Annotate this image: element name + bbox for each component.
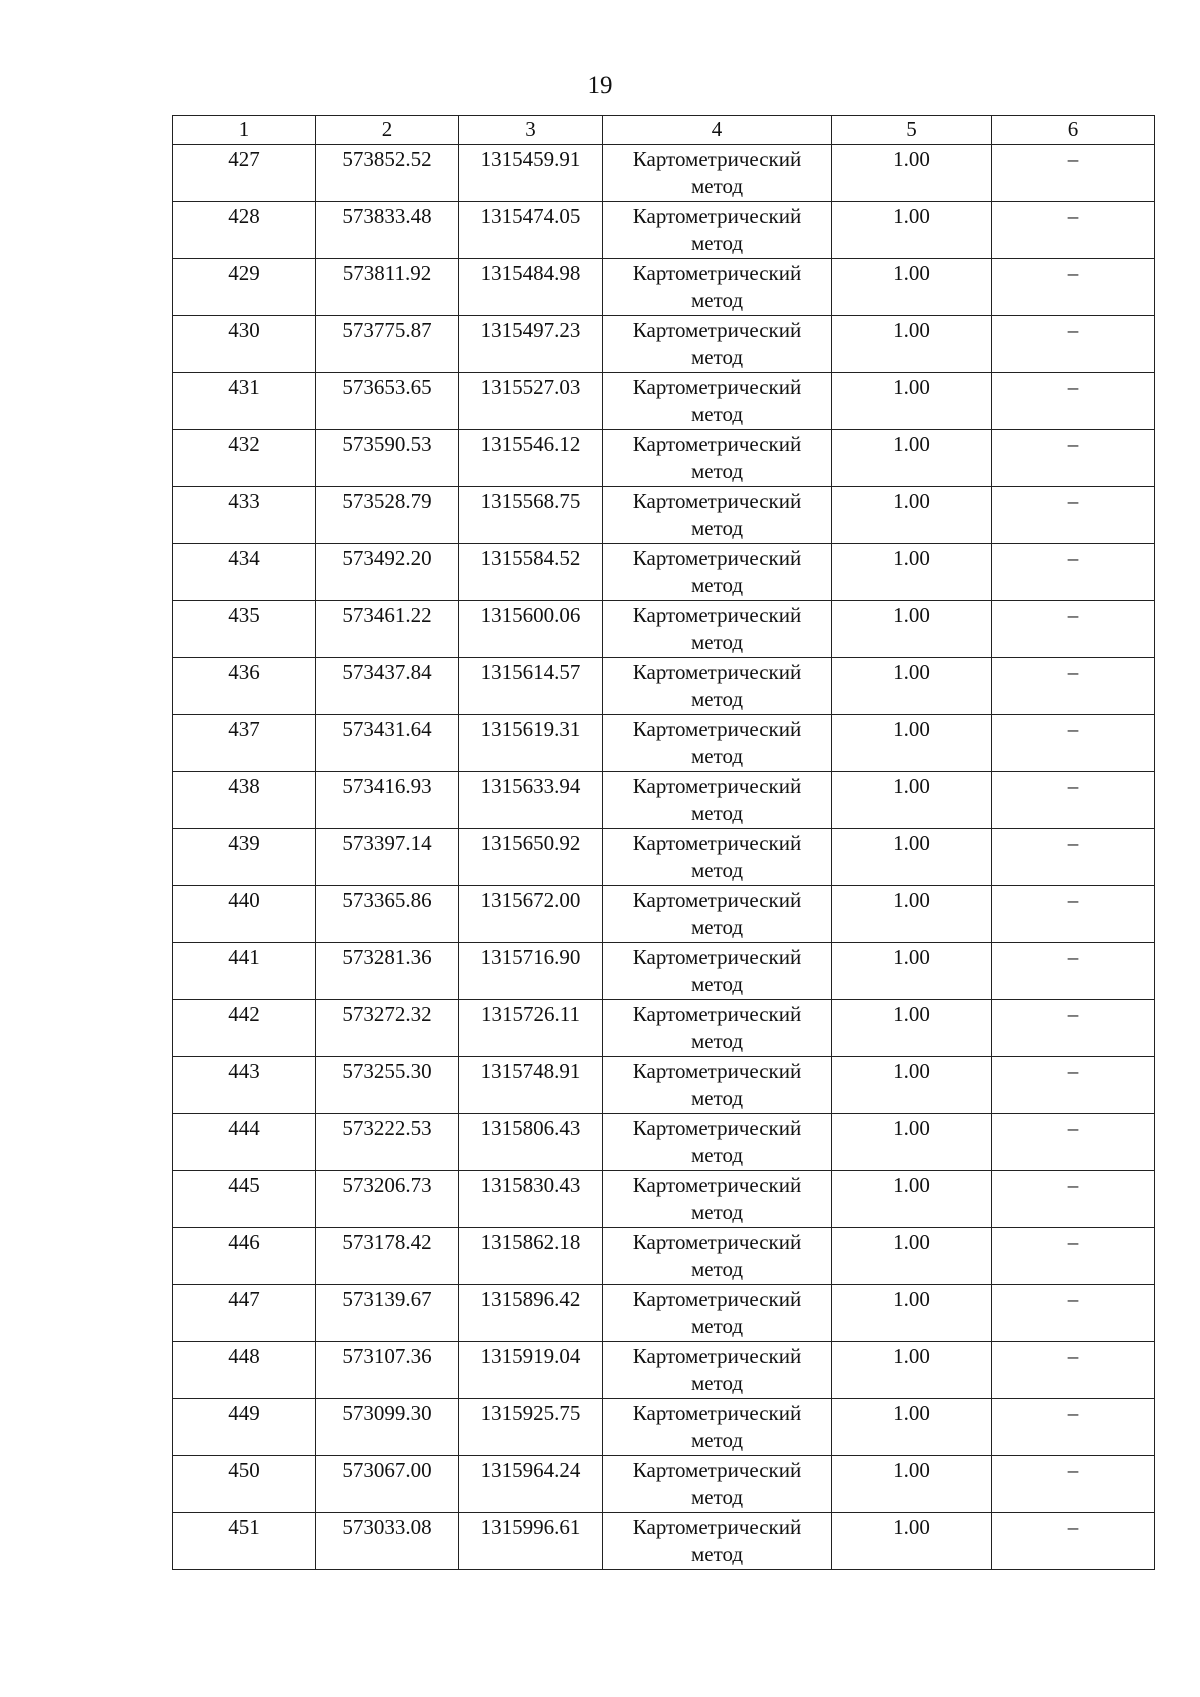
cell-accuracy: 1.00 — [832, 829, 992, 886]
cell-method: Картометрический метод — [603, 1342, 832, 1399]
cell-accuracy: 1.00 — [832, 145, 992, 202]
cell-method: Картометрический метод — [603, 1285, 832, 1342]
cell-accuracy: 1.00 — [832, 1342, 992, 1399]
cell-accuracy: 1.00 — [832, 544, 992, 601]
cell-x-coordinate: 573255.30 — [316, 1057, 459, 1114]
cell-description: – — [992, 373, 1155, 430]
cell-x-coordinate: 573067.00 — [316, 1456, 459, 1513]
cell-y-coordinate: 1315614.57 — [459, 658, 603, 715]
cell-method: Картометрический метод — [603, 829, 832, 886]
cell-method: Картометрический метод — [603, 1399, 832, 1456]
cell-description: – — [992, 658, 1155, 715]
header-row — [173, 116, 1155, 145]
table-row — [173, 1114, 1155, 1171]
cell-accuracy: 1.00 — [832, 1399, 992, 1456]
cell-method: Картометрический метод — [603, 601, 832, 658]
cell-accuracy: 1.00 — [832, 1114, 992, 1171]
cell-accuracy: 1.00 — [832, 1000, 992, 1057]
cell-method: Картометрический метод — [603, 544, 832, 601]
cell-method: Картометрический метод — [603, 658, 832, 715]
cell-x-coordinate: 573365.86 — [316, 886, 459, 943]
cell-description: – — [992, 943, 1155, 1000]
cell-x-coordinate: 573139.67 — [316, 1285, 459, 1342]
cell-description: – — [992, 259, 1155, 316]
cell-method: Картометрический метод — [603, 1228, 832, 1285]
cell-method: Картометрический метод — [603, 1171, 832, 1228]
cell-method: Картометрический метод — [603, 943, 832, 1000]
cell-description: – — [992, 1456, 1155, 1513]
table-row — [173, 886, 1155, 943]
cell-point-number: 435 — [173, 601, 316, 658]
cell-description: – — [992, 1057, 1155, 1114]
cell-y-coordinate: 1315633.94 — [459, 772, 603, 829]
cell-y-coordinate: 1315925.75 — [459, 1399, 603, 1456]
cell-x-coordinate: 573099.30 — [316, 1399, 459, 1456]
cell-y-coordinate: 1315474.05 — [459, 202, 603, 259]
table-row — [173, 772, 1155, 829]
cell-y-coordinate: 1315600.06 — [459, 601, 603, 658]
cell-description: – — [992, 1285, 1155, 1342]
cell-description: – — [992, 1114, 1155, 1171]
cell-y-coordinate: 1315919.04 — [459, 1342, 603, 1399]
cell-method: Картометрический метод — [603, 1513, 832, 1570]
cell-point-number: 440 — [173, 886, 316, 943]
page-number: 19 — [587, 72, 613, 99]
cell-description: – — [992, 1513, 1155, 1570]
cell-description: – — [992, 202, 1155, 259]
table-row — [173, 715, 1155, 772]
cell-description: – — [992, 487, 1155, 544]
column-header-description: 6 — [992, 116, 1155, 145]
table-row — [173, 202, 1155, 259]
column-header-point-number: 1 — [173, 116, 316, 145]
table-row — [173, 1285, 1155, 1342]
cell-point-number: 428 — [173, 202, 316, 259]
table-row — [173, 487, 1155, 544]
cell-y-coordinate: 1315748.91 — [459, 1057, 603, 1114]
cell-point-number: 438 — [173, 772, 316, 829]
cell-accuracy: 1.00 — [832, 1171, 992, 1228]
cell-x-coordinate: 573492.20 — [316, 544, 459, 601]
cell-point-number: 434 — [173, 544, 316, 601]
table-row — [173, 430, 1155, 487]
cell-point-number: 447 — [173, 1285, 316, 1342]
table-row — [173, 1057, 1155, 1114]
cell-x-coordinate: 573222.53 — [316, 1114, 459, 1171]
cell-point-number: 429 — [173, 259, 316, 316]
cell-description: – — [992, 430, 1155, 487]
cell-method: Картометрический метод — [603, 316, 832, 373]
cell-method: Картометрический метод — [603, 1114, 832, 1171]
coordinates-table — [172, 115, 1155, 1570]
table-row — [173, 1342, 1155, 1399]
cell-accuracy: 1.00 — [832, 373, 992, 430]
cell-point-number: 432 — [173, 430, 316, 487]
cell-accuracy: 1.00 — [832, 430, 992, 487]
cell-point-number: 427 — [173, 145, 316, 202]
cell-point-number: 439 — [173, 829, 316, 886]
cell-y-coordinate: 1315896.42 — [459, 1285, 603, 1342]
cell-point-number: 433 — [173, 487, 316, 544]
column-header-y-coordinate: 3 — [459, 116, 603, 145]
column-header-x-coordinate: 2 — [316, 116, 459, 145]
cell-accuracy: 1.00 — [832, 715, 992, 772]
cell-method: Картометрический метод — [603, 430, 832, 487]
cell-accuracy: 1.00 — [832, 1513, 992, 1570]
cell-description: – — [992, 886, 1155, 943]
cell-description: – — [992, 544, 1155, 601]
table-row — [173, 1456, 1155, 1513]
cell-method: Картометрический метод — [603, 1000, 832, 1057]
cell-x-coordinate: 573590.53 — [316, 430, 459, 487]
cell-point-number: 437 — [173, 715, 316, 772]
cell-point-number: 442 — [173, 1000, 316, 1057]
cell-description: – — [992, 601, 1155, 658]
cell-point-number: 445 — [173, 1171, 316, 1228]
cell-description: – — [992, 1228, 1155, 1285]
cell-x-coordinate: 573653.65 — [316, 373, 459, 430]
cell-point-number: 444 — [173, 1114, 316, 1171]
table-header — [173, 116, 1155, 145]
cell-method: Картометрический метод — [603, 259, 832, 316]
cell-point-number: 431 — [173, 373, 316, 430]
cell-y-coordinate: 1315830.43 — [459, 1171, 603, 1228]
cell-accuracy: 1.00 — [832, 943, 992, 1000]
cell-method: Картометрический метод — [603, 1456, 832, 1513]
cell-x-coordinate: 573528.79 — [316, 487, 459, 544]
cell-description: – — [992, 715, 1155, 772]
cell-y-coordinate: 1315650.92 — [459, 829, 603, 886]
cell-x-coordinate: 573833.48 — [316, 202, 459, 259]
table-row — [173, 259, 1155, 316]
cell-x-coordinate: 573775.87 — [316, 316, 459, 373]
cell-accuracy: 1.00 — [832, 886, 992, 943]
cell-method: Картометрический метод — [603, 202, 832, 259]
cell-method: Картометрический метод — [603, 1057, 832, 1114]
table-row — [173, 544, 1155, 601]
cell-x-coordinate: 573033.08 — [316, 1513, 459, 1570]
cell-method: Картометрический метод — [603, 145, 832, 202]
cell-y-coordinate: 1315672.00 — [459, 886, 603, 943]
cell-y-coordinate: 1315619.31 — [459, 715, 603, 772]
cell-x-coordinate: 573206.73 — [316, 1171, 459, 1228]
cell-accuracy: 1.00 — [832, 601, 992, 658]
cell-point-number: 446 — [173, 1228, 316, 1285]
cell-y-coordinate: 1315964.24 — [459, 1456, 603, 1513]
cell-x-coordinate: 573178.42 — [316, 1228, 459, 1285]
cell-accuracy: 1.00 — [832, 1228, 992, 1285]
cell-y-coordinate: 1315497.23 — [459, 316, 603, 373]
cell-point-number: 451 — [173, 1513, 316, 1570]
cell-description: – — [992, 772, 1155, 829]
cell-method: Картометрический метод — [603, 715, 832, 772]
cell-method: Картометрический метод — [603, 772, 832, 829]
table-body — [173, 145, 1155, 1570]
cell-accuracy: 1.00 — [832, 202, 992, 259]
cell-x-coordinate: 573397.14 — [316, 829, 459, 886]
column-header-method: 4 — [603, 116, 832, 145]
cell-y-coordinate: 1315459.91 — [459, 145, 603, 202]
cell-y-coordinate: 1315716.90 — [459, 943, 603, 1000]
cell-accuracy: 1.00 — [832, 1285, 992, 1342]
cell-accuracy: 1.00 — [832, 259, 992, 316]
table-row — [173, 373, 1155, 430]
cell-x-coordinate: 573431.64 — [316, 715, 459, 772]
cell-description: – — [992, 1342, 1155, 1399]
cell-x-coordinate: 573811.92 — [316, 259, 459, 316]
cell-accuracy: 1.00 — [832, 316, 992, 373]
cell-point-number: 449 — [173, 1399, 316, 1456]
cell-accuracy: 1.00 — [832, 1057, 992, 1114]
table-row — [173, 1228, 1155, 1285]
cell-method: Картометрический метод — [603, 487, 832, 544]
table-row — [173, 1513, 1155, 1570]
cell-accuracy: 1.00 — [832, 772, 992, 829]
table-row — [173, 601, 1155, 658]
cell-point-number: 436 — [173, 658, 316, 715]
cell-point-number: 448 — [173, 1342, 316, 1399]
cell-method: Картометрический метод — [603, 886, 832, 943]
table-row — [173, 316, 1155, 373]
cell-accuracy: 1.00 — [832, 487, 992, 544]
column-header-accuracy: 5 — [832, 116, 992, 145]
cell-description: – — [992, 1171, 1155, 1228]
cell-y-coordinate: 1315862.18 — [459, 1228, 603, 1285]
cell-x-coordinate: 573437.84 — [316, 658, 459, 715]
cell-method: Картометрический метод — [603, 373, 832, 430]
cell-description: – — [992, 145, 1155, 202]
table-row — [173, 1000, 1155, 1057]
cell-description: – — [992, 1399, 1155, 1456]
cell-point-number: 430 — [173, 316, 316, 373]
cell-point-number: 441 — [173, 943, 316, 1000]
cell-y-coordinate: 1315568.75 — [459, 487, 603, 544]
cell-x-coordinate: 573852.52 — [316, 145, 459, 202]
cell-x-coordinate: 573272.32 — [316, 1000, 459, 1057]
table-row — [173, 829, 1155, 886]
cell-point-number: 450 — [173, 1456, 316, 1513]
cell-y-coordinate: 1315726.11 — [459, 1000, 603, 1057]
cell-point-number: 443 — [173, 1057, 316, 1114]
table-row — [173, 145, 1155, 202]
cell-description: – — [992, 1000, 1155, 1057]
cell-x-coordinate: 573416.93 — [316, 772, 459, 829]
cell-x-coordinate: 573281.36 — [316, 943, 459, 1000]
table-row — [173, 1399, 1155, 1456]
cell-y-coordinate: 1315484.98 — [459, 259, 603, 316]
cell-y-coordinate: 1315806.43 — [459, 1114, 603, 1171]
cell-y-coordinate: 1315996.61 — [459, 1513, 603, 1570]
cell-accuracy: 1.00 — [832, 658, 992, 715]
cell-accuracy: 1.00 — [832, 1456, 992, 1513]
cell-y-coordinate: 1315527.03 — [459, 373, 603, 430]
cell-x-coordinate: 573461.22 — [316, 601, 459, 658]
cell-description: – — [992, 829, 1155, 886]
cell-y-coordinate: 1315584.52 — [459, 544, 603, 601]
table-row — [173, 943, 1155, 1000]
cell-x-coordinate: 573107.36 — [316, 1342, 459, 1399]
cell-description: – — [992, 316, 1155, 373]
table-row — [173, 658, 1155, 715]
cell-y-coordinate: 1315546.12 — [459, 430, 603, 487]
table-row — [173, 1171, 1155, 1228]
